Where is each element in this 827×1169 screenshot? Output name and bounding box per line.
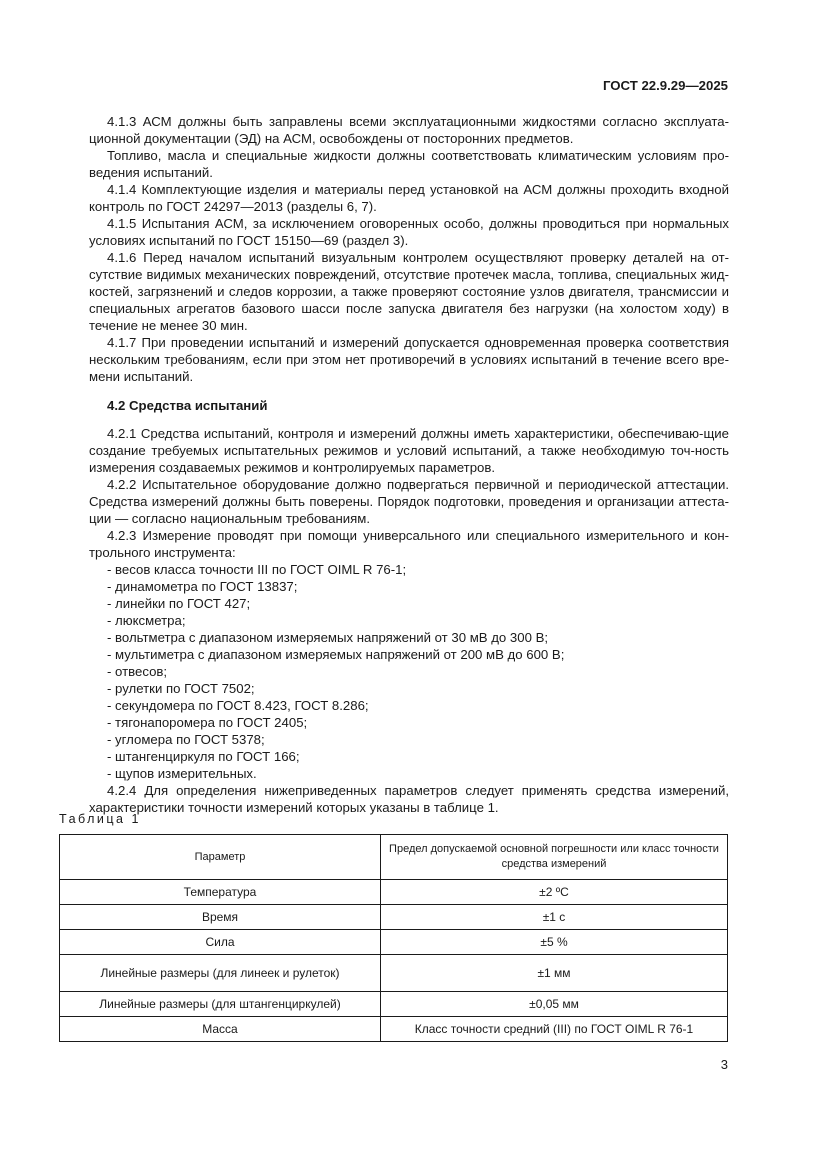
paragraph-4-1-6: 4.1.6 Перед началом испытаний визуальным контролем осуществляют проверку деталей на от-сутствие видимых механических повреждений, отсутствие протечек масла, топлива, специальных жид-костей, загрязнений и следов коррозии, а также проверяют состояние узлов двигателя, трансмиссии и специальных агрегатов базового шасси после запуска двигателя без нагрузки (на холостом ходу) в течение не менее 30 мин. xyxy=(89,250,729,333)
table-cell: ±2 ºС xyxy=(381,880,728,905)
header-accuracy: Предел допускаемой основной погрешности или класс точности средства измерений xyxy=(381,835,728,880)
table-cell: Линейные размеры (для линеек и рулеток) xyxy=(60,955,381,992)
table-row xyxy=(60,1017,728,1042)
list-item: - линейки по ГОСТ 427; xyxy=(107,596,251,611)
table-header-row xyxy=(60,835,728,880)
list-item: - тягонапоромера по ГОСТ 2405; xyxy=(107,715,308,730)
table-cell: Масса xyxy=(60,1017,381,1042)
table-row xyxy=(60,905,728,930)
table-cell: Температура xyxy=(60,880,381,905)
paragraph-4-2-3: 4.2.3 Измерение проводят при помощи универсального или специального измерительного и кон-трольного инструмента: xyxy=(89,528,729,560)
table-cell: ±5 % xyxy=(381,930,728,955)
page-number: 3 xyxy=(720,1057,728,1072)
table-cell: Линейные размеры (для штангенциркулей) xyxy=(60,992,381,1017)
paragraph-4-1-4: 4.1.4 Комплектующие изделия и материалы перед установкой на АСМ должны проходить входной контроль по ГОСТ 24297—2013 (разделы 6, 7). xyxy=(89,182,729,214)
document-body xyxy=(89,113,729,816)
accuracy-table xyxy=(59,834,728,1042)
table-cell: ±0,05 мм xyxy=(381,992,728,1017)
section-heading-4-2: 4.2 Средства испытаний xyxy=(107,398,268,413)
list-item: - угломера по ГОСТ 5378; xyxy=(107,732,265,747)
list-item: - секундомера по ГОСТ 8.423, ГОСТ 8.286; xyxy=(107,698,369,713)
paragraph-4-1-5: 4.1.5 Испытания АСМ, за исключением оговоренных особо, должны проводиться при нормальных условиях испытаний по ГОСТ 15150—69 (раздел 3). xyxy=(89,216,729,248)
paragraph-fuel: Топливо, масла и специальные жидкости должны соответствовать климатическим условиям про-ведения испытаний. xyxy=(89,148,729,180)
table-cell: Класс точности средний (III) по ГОСТ OIML R 76-1 xyxy=(381,1017,728,1042)
instrument-list xyxy=(89,561,729,782)
table-row xyxy=(60,880,728,905)
list-item: - динамометра по ГОСТ 13837; xyxy=(107,579,298,594)
table-cell: ±1 мм xyxy=(381,955,728,992)
table-cell: Время xyxy=(60,905,381,930)
list-item: - штангенциркуля по ГОСТ 166; xyxy=(107,749,300,764)
table-cell: Сила xyxy=(60,930,381,955)
document-code-header: ГОСТ 22.9.29—2025 xyxy=(603,78,728,93)
paragraph-4-2-1: 4.2.1 Средства испытаний, контроля и измерений должны иметь характеристики, обеспечиваю-щие создание требуемых испытательных режимов и условий испытаний, а также необходимую точ-ность измерения создаваемых режимов и контролируемых параметров. xyxy=(89,426,729,475)
paragraph-4-1-7: 4.1.7 При проведении испытаний и измерений допускается одновременная проверка соответствия нескольким требованиям, если при этом нет противоречий в условиях испытаний в течение всего вре-мени испытаний. xyxy=(89,335,729,384)
table-cell: ±1 с xyxy=(381,905,728,930)
paragraph-4-2-4: 4.2.4 Для определения нижеприведенных параметров следует применять средства измерений, характеристики точности измерений которых указаны в таблице 1. xyxy=(89,783,729,815)
list-item: - мультиметра с диапазоном измеряемых напряжений от 200 мВ до 600 В; xyxy=(107,647,565,662)
table-row xyxy=(60,955,728,992)
list-item: - щупов измерительных. xyxy=(107,766,257,781)
header-parameter: Параметр xyxy=(60,835,381,880)
list-item: - вольтметра с диапазоном измеряемых напряжений от 30 мВ до 300 В; xyxy=(107,630,549,645)
list-item: - отвесов; xyxy=(107,664,168,679)
table-caption: Таблица 1 xyxy=(59,812,141,826)
list-item: - люксметра; xyxy=(107,613,186,628)
list-item: - весов класса точности III по ГОСТ OIML R 76-1; xyxy=(107,562,407,577)
paragraph-4-2-2: 4.2.2 Испытательное оборудование должно подвергаться первичной и периодической аттестации. Средства измерений должны быть поверены. Порядок подготовки, проведения и организации аттеста-ции — согласно национальным требованиям. xyxy=(89,477,729,526)
table-row xyxy=(60,930,728,955)
table-row xyxy=(60,992,728,1017)
list-item: - рулетки по ГОСТ 7502; xyxy=(107,681,255,696)
paragraph-4-1-3: 4.1.3 АСМ должны быть заправлены всеми эксплуатационными жидкостями согласно эксплуата-ционной документации (ЭД) на АСМ, освобождены от посторонних предметов. xyxy=(89,114,729,146)
